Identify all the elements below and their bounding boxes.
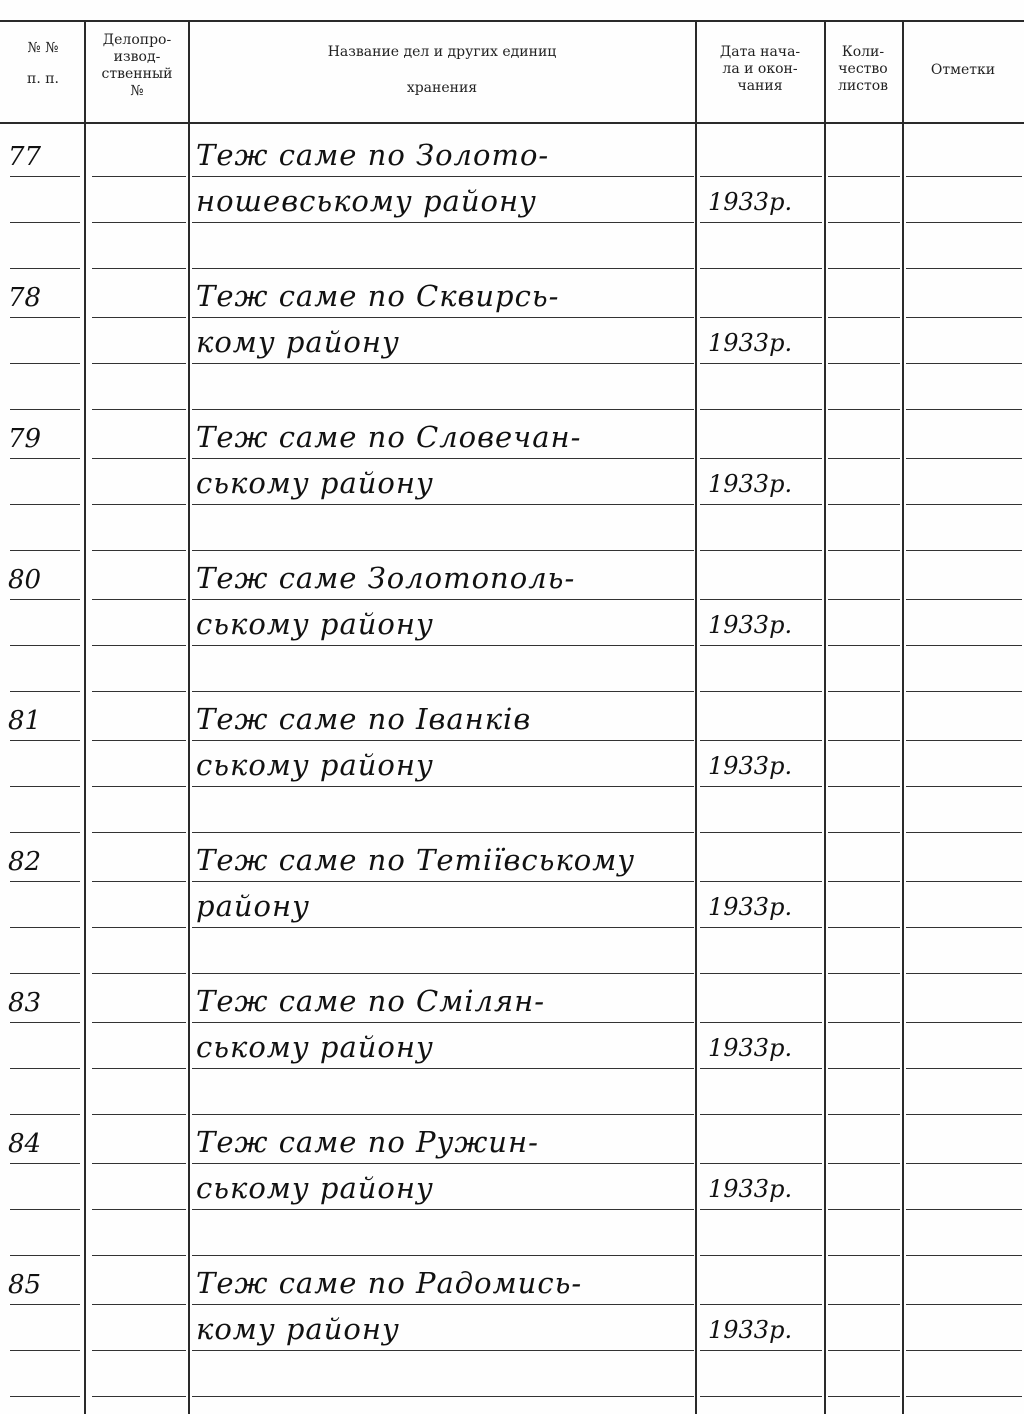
ruled-line — [906, 1255, 1022, 1256]
ruled-line — [906, 409, 1022, 410]
ruled-line — [828, 222, 900, 223]
ruled-line — [906, 1304, 1022, 1305]
ruled-line — [92, 881, 186, 882]
header-dates: Дата нача- ла и окон- чания — [719, 44, 801, 94]
ruled-line — [906, 832, 1022, 833]
ruled-line — [906, 1022, 1022, 1023]
ruled-line — [828, 927, 900, 928]
ruled-line — [828, 645, 900, 646]
row-number: 77 — [8, 142, 42, 172]
ruled-line — [10, 1350, 80, 1351]
table-top-border — [0, 20, 1024, 22]
row-number: 78 — [8, 283, 42, 313]
header-title: Название дел и других единиц хранения — [327, 44, 557, 96]
ruled-line — [92, 1114, 186, 1115]
row-title-line2: ському району — [196, 1171, 434, 1205]
ruled-line — [192, 317, 694, 318]
column-divider — [84, 22, 86, 1414]
ruled-line — [92, 691, 186, 692]
ruled-line — [828, 786, 900, 787]
ruled-line — [700, 1350, 822, 1351]
ruled-line — [700, 1163, 822, 1164]
ruled-line — [10, 645, 80, 646]
row-number: 85 — [8, 1270, 42, 1300]
ruled-line — [700, 409, 822, 410]
ruled-line — [10, 740, 80, 741]
ruled-line — [828, 1114, 900, 1115]
ruled-line — [906, 1396, 1022, 1397]
ruled-line — [92, 832, 186, 833]
ruled-line — [192, 832, 694, 833]
header-bottom-border — [0, 122, 1024, 124]
ruled-line — [906, 550, 1022, 551]
row-date: 1933р. — [708, 611, 793, 639]
ruled-line — [192, 645, 694, 646]
ruled-line — [700, 176, 822, 177]
ruled-line — [700, 645, 822, 646]
ruled-line — [906, 881, 1022, 882]
ruled-line — [10, 1304, 80, 1305]
ruled-line — [192, 1068, 694, 1069]
row-title-line1: Теж саме по Ружин- — [196, 1125, 539, 1159]
header-sheet-count: Коли- чество листов — [837, 44, 889, 94]
ruled-line — [906, 1350, 1022, 1351]
ruled-line — [92, 740, 186, 741]
ruled-line — [10, 691, 80, 692]
row-date: 1933р. — [708, 1034, 793, 1062]
column-divider — [188, 22, 190, 1414]
ruled-line — [700, 740, 822, 741]
ruled-line — [700, 363, 822, 364]
ruled-line — [192, 599, 694, 600]
ruled-line — [10, 458, 80, 459]
ruled-line — [10, 832, 80, 833]
ruled-line — [828, 268, 900, 269]
ruled-line — [828, 458, 900, 459]
ruled-line — [10, 550, 80, 551]
ruled-line — [700, 222, 822, 223]
ruled-line — [906, 1163, 1022, 1164]
ruled-line — [700, 268, 822, 269]
ruled-line — [10, 1209, 80, 1210]
ruled-line — [906, 1114, 1022, 1115]
ruled-line — [700, 927, 822, 928]
row-title-line2: ському району — [196, 1030, 434, 1064]
ruled-line — [192, 1022, 694, 1023]
ruled-line — [828, 1396, 900, 1397]
ruled-line — [92, 1350, 186, 1351]
ruled-line — [10, 927, 80, 928]
ruled-line — [10, 222, 80, 223]
column-divider — [902, 22, 904, 1414]
ruled-line — [10, 973, 80, 974]
row-title-line1: Теж саме по Смілян- — [196, 984, 546, 1018]
ruled-line — [192, 1396, 694, 1397]
ruled-line — [192, 1163, 694, 1164]
row-title-line1: Теж саме по Словечан- — [196, 420, 582, 454]
ruled-line — [92, 1255, 186, 1256]
ruled-line — [700, 691, 822, 692]
row-date: 1933р. — [708, 893, 793, 921]
row-number: 84 — [8, 1129, 42, 1159]
ruled-line — [10, 1022, 80, 1023]
ruled-line — [10, 786, 80, 787]
row-title-line1: Теж саме по Тетіївському — [196, 843, 636, 877]
ruled-line — [828, 1163, 900, 1164]
row-date: 1933р. — [708, 752, 793, 780]
ruled-line — [10, 1255, 80, 1256]
ruled-line — [92, 409, 186, 410]
ruled-line — [92, 973, 186, 974]
ruled-line — [92, 1022, 186, 1023]
header-office-number: Делопро- извод- ственный № — [101, 32, 173, 99]
ruled-line — [906, 599, 1022, 600]
ruled-line — [906, 786, 1022, 787]
ruled-line — [10, 409, 80, 410]
ruled-line — [828, 409, 900, 410]
ruled-line — [906, 740, 1022, 741]
row-number: 79 — [8, 424, 42, 454]
ruled-line — [828, 363, 900, 364]
ruled-line — [700, 881, 822, 882]
ruled-line — [828, 881, 900, 882]
ruled-line — [828, 691, 900, 692]
ruled-line — [192, 458, 694, 459]
ruled-line — [92, 363, 186, 364]
ruled-line — [828, 1304, 900, 1305]
ruled-line — [828, 599, 900, 600]
ruled-line — [700, 1255, 822, 1256]
ruled-line — [92, 1068, 186, 1069]
ruled-line — [192, 786, 694, 787]
ruled-line — [828, 550, 900, 551]
ruled-line — [192, 268, 694, 269]
ruled-line — [192, 927, 694, 928]
ruled-line — [92, 599, 186, 600]
ruled-line — [192, 550, 694, 551]
ruled-line — [700, 1114, 822, 1115]
ruled-line — [906, 691, 1022, 692]
ruled-line — [828, 973, 900, 974]
ruled-line — [192, 176, 694, 177]
ruled-line — [192, 1304, 694, 1305]
ruled-line — [906, 973, 1022, 974]
ruled-line — [92, 786, 186, 787]
ruled-line — [192, 504, 694, 505]
row-title-line1: Теж саме Золотополь- — [196, 561, 576, 595]
ruled-line — [906, 268, 1022, 269]
row-date: 1933р. — [708, 470, 793, 498]
ruled-line — [828, 740, 900, 741]
row-title-line1: Теж саме по Радомись- — [196, 1266, 583, 1300]
ruled-line — [92, 1163, 186, 1164]
ruled-line — [828, 504, 900, 505]
ruled-line — [192, 740, 694, 741]
ruled-line — [92, 1304, 186, 1305]
ruled-line — [906, 1209, 1022, 1210]
ruled-line — [10, 1396, 80, 1397]
ruled-line — [192, 363, 694, 364]
ruled-line — [192, 1350, 694, 1351]
ruled-line — [700, 1022, 822, 1023]
ruled-line — [828, 1255, 900, 1256]
ruled-line — [10, 599, 80, 600]
row-number: 80 — [8, 565, 42, 595]
ruled-line — [828, 1209, 900, 1210]
ruled-line — [10, 363, 80, 364]
row-number: 82 — [8, 847, 42, 877]
ruled-line — [700, 550, 822, 551]
ruled-line — [192, 222, 694, 223]
ruled-line — [906, 504, 1022, 505]
ruled-line — [700, 317, 822, 318]
row-date: 1933р. — [708, 329, 793, 357]
ruled-line — [700, 1209, 822, 1210]
ruled-line — [92, 645, 186, 646]
ruled-line — [192, 1209, 694, 1210]
ruled-line — [92, 1209, 186, 1210]
row-title-line2: району — [196, 889, 310, 923]
ruled-line — [92, 317, 186, 318]
ruled-line — [10, 504, 80, 505]
ruled-line — [10, 268, 80, 269]
ruled-line — [906, 176, 1022, 177]
ruled-line — [828, 317, 900, 318]
ruled-line — [192, 1255, 694, 1256]
row-title-line2: ському району — [196, 748, 434, 782]
ruled-line — [906, 927, 1022, 928]
ruled-line — [92, 504, 186, 505]
row-title-line2: ському району — [196, 466, 434, 500]
ruled-line — [92, 927, 186, 928]
ruled-line — [906, 317, 1022, 318]
ruled-line — [906, 1068, 1022, 1069]
ruled-line — [10, 1068, 80, 1069]
ruled-line — [906, 363, 1022, 364]
ruled-line — [700, 1068, 822, 1069]
ruled-line — [700, 458, 822, 459]
ruled-line — [92, 222, 186, 223]
column-divider — [824, 22, 826, 1414]
ruled-line — [700, 1304, 822, 1305]
ruled-line — [92, 550, 186, 551]
ruled-line — [700, 786, 822, 787]
header-notes: Отметки — [930, 62, 996, 78]
ruled-line — [828, 832, 900, 833]
row-date: 1933р. — [708, 1316, 793, 1344]
ruled-line — [828, 1350, 900, 1351]
row-title-line2: ському району — [196, 607, 434, 641]
ruled-line — [92, 176, 186, 177]
ruled-line — [700, 1396, 822, 1397]
ruled-line — [700, 599, 822, 600]
row-number: 83 — [8, 988, 42, 1018]
ruled-line — [192, 881, 694, 882]
row-date: 1933р. — [708, 188, 793, 216]
ruled-line — [700, 973, 822, 974]
ruled-line — [10, 317, 80, 318]
row-date: 1933р. — [708, 1175, 793, 1203]
ruled-line — [192, 1114, 694, 1115]
ruled-line — [828, 176, 900, 177]
ruled-line — [906, 458, 1022, 459]
row-title-line2: ношевському району — [196, 184, 537, 218]
row-title-line1: Теж саме по Сквирсь- — [196, 279, 560, 313]
ruled-line — [92, 1396, 186, 1397]
ruled-line — [10, 176, 80, 177]
ruled-line — [700, 832, 822, 833]
ruled-line — [906, 222, 1022, 223]
row-title-line2: кому району — [196, 325, 400, 359]
ruled-line — [192, 691, 694, 692]
row-title-line2: кому району — [196, 1312, 400, 1346]
ruled-line — [192, 973, 694, 974]
ruled-line — [828, 1022, 900, 1023]
ruled-line — [10, 1163, 80, 1164]
ruled-line — [92, 268, 186, 269]
ruled-line — [700, 504, 822, 505]
ruled-line — [92, 458, 186, 459]
ruled-line — [192, 409, 694, 410]
ruled-line — [906, 645, 1022, 646]
ruled-line — [828, 1068, 900, 1069]
header-number: № № п. п. — [26, 40, 59, 87]
row-number: 81 — [8, 706, 42, 736]
row-title-line1: Теж саме по Іванків — [196, 702, 532, 736]
ruled-line — [10, 881, 80, 882]
ruled-line — [10, 1114, 80, 1115]
row-title-line1: Теж саме по Золото- — [196, 138, 550, 172]
